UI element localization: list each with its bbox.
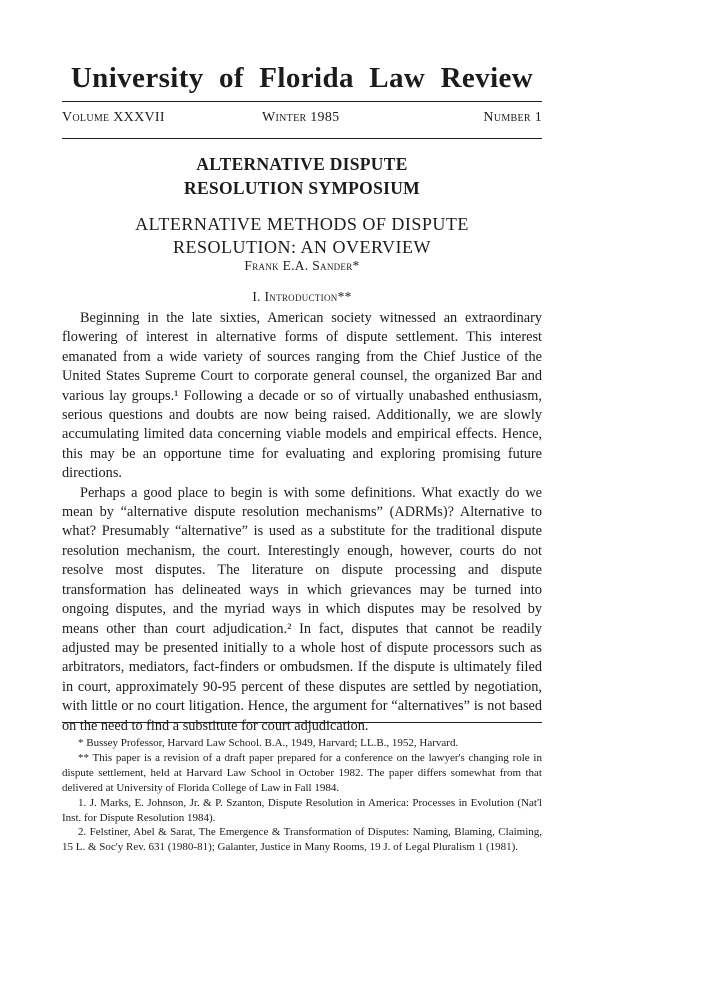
footnote: * Bussey Professor, Harvard Law School. B.A., 1949, Harvard; LL.B., 1952, Harvard. bbox=[78, 737, 459, 749]
article-title bbox=[62, 213, 542, 259]
masthead-top-rule bbox=[62, 101, 542, 102]
footnote: ** This paper is a revision of a draft paper prepared for a conference on the lawyer's changing role in dispute settlement, held at Harvard Law School in October 1982. The paper differs somewhat from that delivered at University of Florida College of Law in Fall 1984. bbox=[62, 751, 542, 794]
symposium-heading bbox=[62, 152, 542, 200]
article-title-line: ALTERNATIVE METHODS OF DISPUTE bbox=[135, 214, 469, 234]
symposium-line: RESOLUTION SYMPOSIUM bbox=[184, 178, 420, 198]
article-title-line: RESOLUTION: AN OVERVIEW bbox=[172, 237, 432, 257]
body-paragraph: Perhaps a good place to begin is with some definitions. What exactly do we mean by “alternative dispute resolution mechanisms” (ADRMs)? Alternative to what? Presumably “alternative” is used as a substitute for the traditional dispute resolution mechanism, the court. Interestingly enough, however, courts do not resolve most disputes. The literature on dispute processing and dispute transformation has delineated ways in which grievances may be turned into ongoing disputes, and the myriad ways in which disputes may be resolved by means other than court adjudication.² In fact, disputes that cannot be readily adjusted may be presented initially to a whole host of dispute processors such as arbitrators, mediators, fact-finders or ombudsmen. If the dispute is ultimately filed in court, approximately 90-95 percent of these disputes are settled by negotiation, with little or no court litigation. Hence, the argument for “alternatives” is not based on the need to find a substitute for court adjudication. bbox=[62, 484, 542, 734]
journal-title-word: Florida bbox=[259, 62, 354, 94]
journal-title-word: of bbox=[219, 62, 244, 94]
issue-number: Number 1 bbox=[483, 110, 542, 125]
body-text bbox=[62, 309, 542, 736]
body-paragraph: Beginning in the late sixties, American society witnessed an extraordinary flowering of interest in alternative forms of dispute settlement. This interest emanated from a wide variety of sources ranging from the Chief Justice of the United States Supreme Court to corporate general counsel, the organized Bar and various lay groups.¹ Following a decade or so of virtually unabashed enthusiasm, serious questions and doubts are now being raised. Additionally, we are slowly accumulating limited data concerning viable models and empirical effects. Hence, this may be an opportune time for evaluating and exploring promising future directions. bbox=[62, 310, 542, 482]
journal-title-word: University bbox=[70, 62, 204, 94]
issue-season: Winter 1985 bbox=[262, 110, 340, 125]
volume-label: Volume XXXVII bbox=[62, 110, 165, 125]
journal-title-word: Review bbox=[440, 62, 534, 94]
footnote-separator bbox=[62, 722, 542, 723]
footnotes bbox=[62, 736, 542, 855]
masthead-bottom-rule bbox=[62, 138, 542, 139]
author-name: Frank E.A. Sander* bbox=[244, 258, 360, 273]
footnote: 1. J. Marks, E. Johnson, Jr. & P. Szanton, Dispute Resolution in America: Processes in Evolution (Nat'l Inst. for Dispute Resolution 1984). bbox=[62, 796, 542, 824]
symposium-line: ALTERNATIVE DISPUTE bbox=[196, 154, 408, 174]
journal-title bbox=[62, 62, 542, 95]
journal-title-word: Law bbox=[369, 62, 426, 94]
section-heading: I. Introduction** bbox=[252, 289, 352, 304]
footnote: 2. Felstiner, Abel & Sarat, The Emergence & Transformation of Disputes: Naming, Blaming, Claiming, 15 L. & Soc'y Rev. 631 (1980-81); Galanter, Justice in Many Rooms, 19 J. of Legal Pluralism 1 (1981). bbox=[62, 826, 542, 854]
